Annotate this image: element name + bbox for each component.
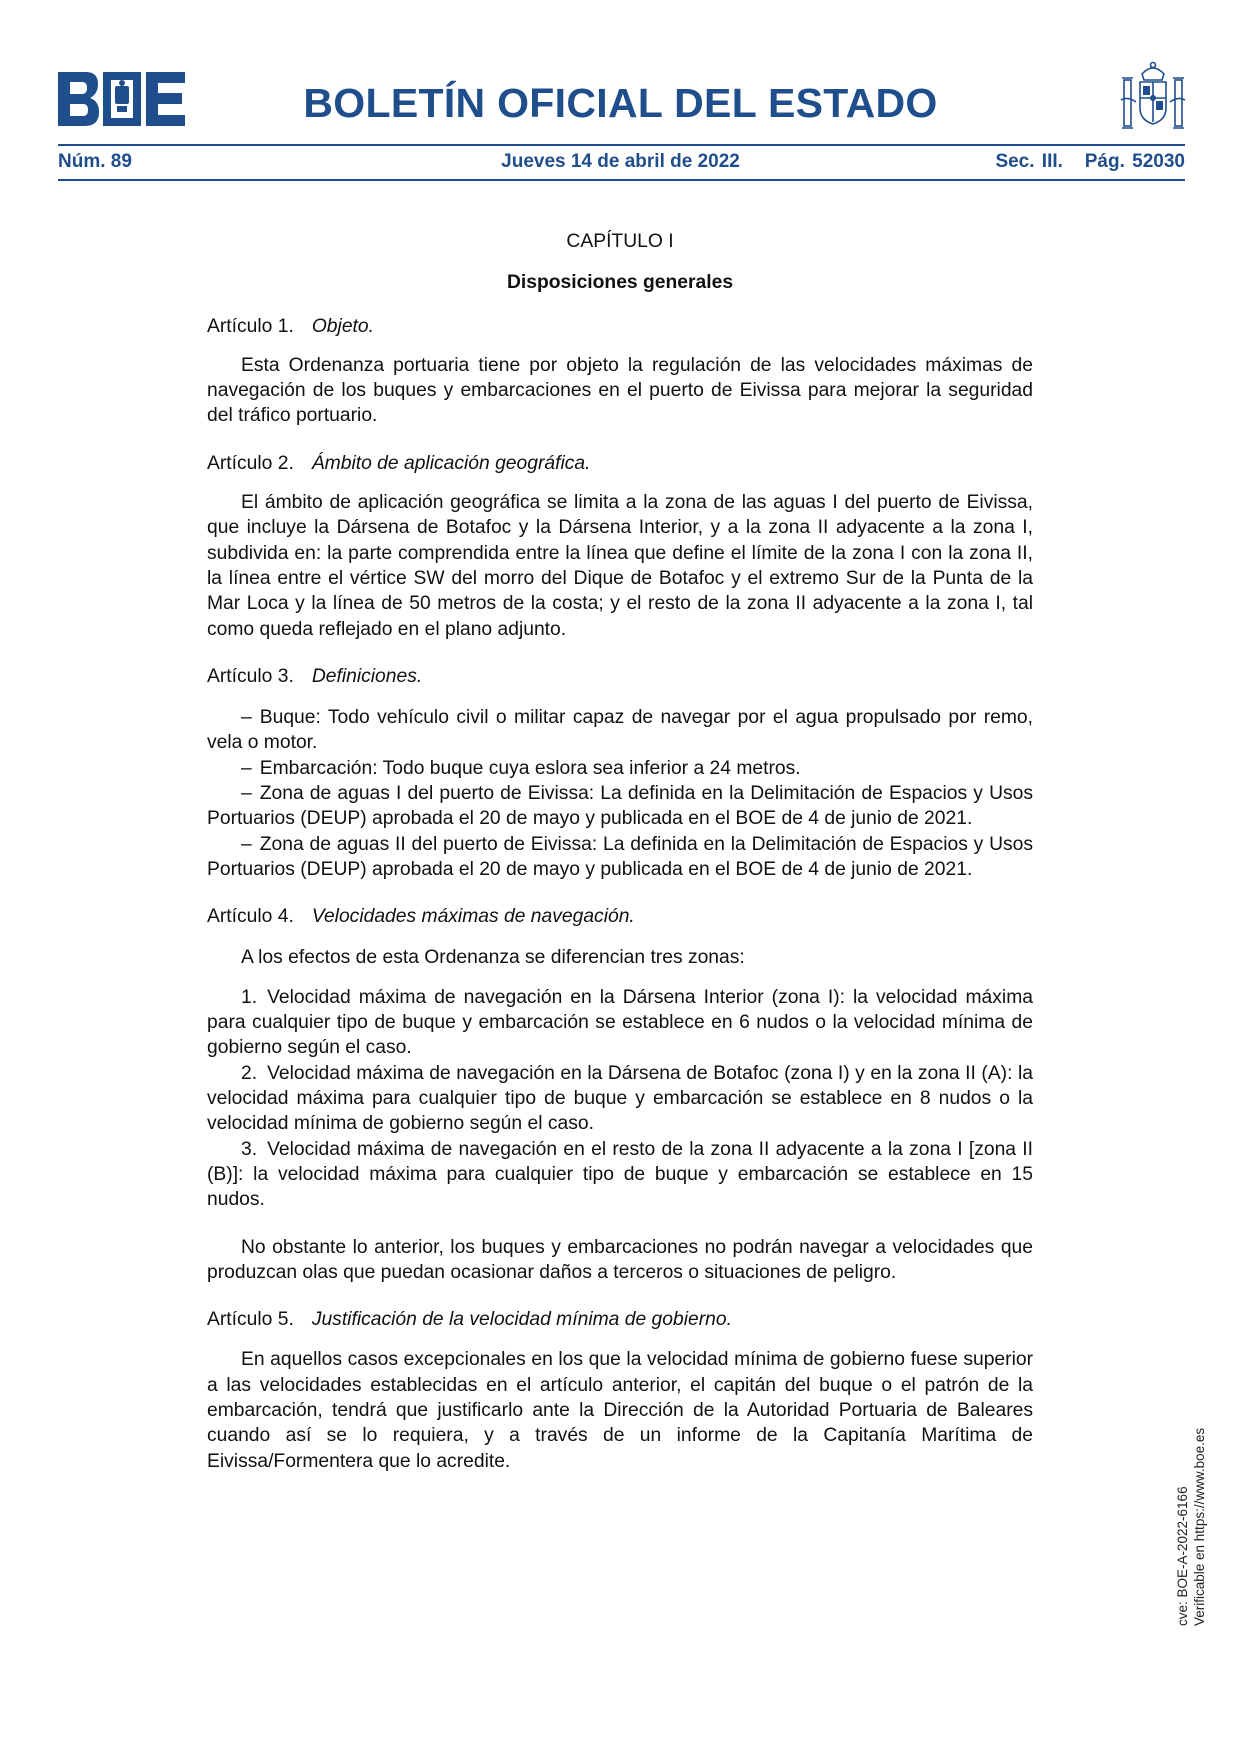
article-title: Ámbito de aplicación geográfica. <box>311 452 591 474</box>
dash-bullet: – <box>241 833 252 855</box>
dash-bullet: – <box>241 757 252 779</box>
list-item-text: Embarcación: Todo buque cuya eslora sea inferior a 24 metros. <box>259 757 801 779</box>
coat-of-arms-icon <box>1118 60 1188 136</box>
header-rule-bottom <box>58 179 1185 181</box>
article-number: Artículo 1. <box>207 315 294 337</box>
list-item-text: Buque: Todo vehículo civil o militar capaz de navegar por el agua propulsado por remo, vela o motor. <box>207 707 1033 754</box>
list-item-text: Zona de aguas I del puerto de Eivissa: La definida en la Delimitación de Espacios y Usos Portuarios (DEUP) aprobada el 20 de mayo y publicada en el BOE de 4 de junio de 2021. <box>207 783 1033 830</box>
item-number: 1. <box>241 986 258 1008</box>
list-item-text: Zona de aguas II del puerto de Eivissa: La definida en la Delimitación de Espacios y Usos Portuarios (DEUP) aprobada el 20 de mayo y publicada en el BOE de 4 de junio de 2021. <box>207 833 1033 880</box>
numbered-item <box>207 1137 1033 1213</box>
list-item <box>207 705 1033 756</box>
chapter-subtitle: Disposiciones generales <box>506 272 734 294</box>
article-number: Artículo 5. <box>207 1309 294 1331</box>
section-page: Sec. III. Pág. 52030 <box>995 151 1185 172</box>
verification-link[interactable]: Verificable en https://www.boe.es <box>1192 1427 1207 1626</box>
article-number: Artículo 2. <box>207 452 294 474</box>
article-paragraph: A los efectos de esta Ordenanza se diferencian tres zonas: <box>241 946 745 968</box>
list-item <box>207 781 1033 832</box>
item-text: Velocidad máxima de navegación en la Dársena Interior (zona I): la velocidad máxima para cualquier tipo de buque y embarcación se establece en 6 nudos o la velocidad mínima de gobierno según el caso. <box>207 986 1033 1059</box>
item-number: 3. <box>241 1138 258 1160</box>
article-title: Definiciones. <box>311 665 423 687</box>
list-item <box>207 756 1033 781</box>
gazette-title: BOLETÍN OFICIAL DEL ESTADO <box>303 80 938 126</box>
article-title: Velocidades máximas de navegación. <box>311 906 635 928</box>
numbered-item <box>207 1061 1033 1137</box>
issue-date: Jueves 14 de abril de 2022 <box>501 151 740 172</box>
speed-zones-list <box>207 985 1033 1213</box>
numbered-item <box>207 985 1033 1061</box>
article-title: Objeto. <box>311 315 374 337</box>
definitions-list <box>207 705 1033 882</box>
article-heading <box>207 451 1033 476</box>
cve-code: cve: BOE-A-2022-6166 <box>1175 1486 1190 1626</box>
item-text: Velocidad máxima de navegación en la Dársena de Botafoc (zona I) y en la zona II (A): la velocidad máxima para cualquier tipo de buque y embarcación se establece en 8 nudos o la velocidad mínima de gobierno según el caso. <box>207 1062 1033 1135</box>
issue-number: Núm. 89 <box>58 151 132 172</box>
article-number: Artículo 3. <box>207 665 294 687</box>
header-rule-top <box>58 144 1185 146</box>
list-item <box>207 832 1033 883</box>
article-paragraph: Esta Ordenanza portuaria tiene por objeto la regulación de las velocidades máximas de navegación de los buques y embarcaciones en el puerto de Eivissa para mejorar la seguridad del tráfico portuario. <box>207 354 1033 427</box>
dash-bullet: – <box>241 783 252 805</box>
chapter-title: CAPÍTULO I <box>566 231 674 252</box>
item-text: Velocidad máxima de navegación en el resto de la zona II adyacente a la zona I [zona II (B)]: la velocidad máxima para cualquier tipo de buque y embarcación se establece en 15 nudos. <box>207 1138 1033 1211</box>
document-body <box>207 229 1033 1496</box>
article-paragraph: El ámbito de aplicación geográfica se limita a la zona de las aguas I del puerto de Eivissa, que incluye la Dársena de Botafoc y la Dársena Interior, y a la zona II adyacente a la zona I, subdivida en: la parte comprendida entre la línea que define el límite de la zona I con la zona II, la línea entre el vértice SW del morro del Dique de Botafoc y el extremo Sur de la Punta de la Mar Loca y la línea de 50 metros de la costa; y el resto de la zona II adyacente a la zona I, tal como queda reflejado en el plano adjunto. <box>207 492 1033 640</box>
article-paragraph: No obstante lo anterior, los buques y embarcaciones no podrán navegar a velocidades que produzcan olas que puedan ocasionar daños a terceros o situaciones de peligro. <box>207 1236 1033 1283</box>
article-title: Justificación de la velocidad mínima de gobierno. <box>311 1309 732 1331</box>
article-heading <box>207 904 1033 929</box>
dash-bullet: – <box>241 707 252 729</box>
article-heading <box>207 664 1033 689</box>
article-heading <box>207 1307 1033 1332</box>
verification-note <box>1174 1386 1208 1626</box>
article-paragraph: En aquellos casos excepcionales en los que la velocidad mínima de gobierno fuese superior a las velocidades establecidas en el artículo anterior, el capitán del buque o el patrón de la embarcación, tendrá que justificarlo ante la Dirección de la Autoridad Portuaria de Baleares cuando así se lo requiera, y a través de un informe de la Capitanía Marítima de Eivissa/Formentera que lo acredite. <box>207 1349 1033 1472</box>
article-number: Artículo 4. <box>207 906 294 928</box>
item-number: 2. <box>241 1062 258 1084</box>
article-heading <box>207 314 1033 339</box>
